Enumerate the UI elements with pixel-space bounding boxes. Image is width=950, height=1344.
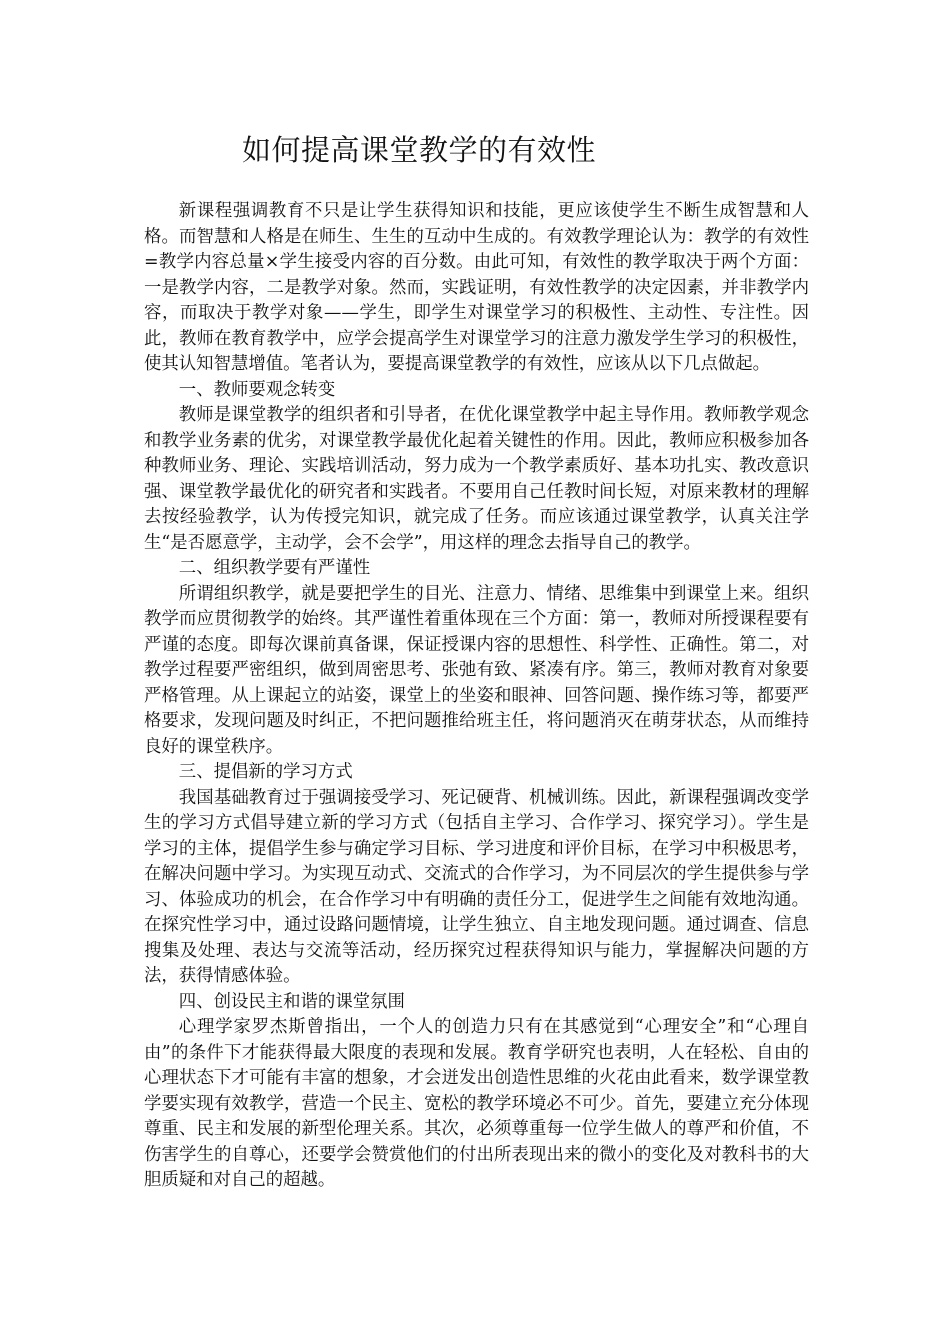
- section-heading-3: 三、提倡新的学习方式: [178, 762, 353, 782]
- section-heading-2: 二、组织教学要有严谨性: [178, 558, 371, 578]
- section-heading-4: 四、创设民主和谐的课堂氛围: [178, 991, 405, 1012]
- document-title: 如何提高课堂教学的有效性: [242, 133, 597, 167]
- document-body: [144, 199, 809, 1194]
- intro-paragraph: 新课程强调教育不只是让学生获得知识和技能，更应该使学生不断生成智慧和人格。而智慧和人格是在师生、生生的互动中生成的。有效教学理论认为：教学的有效性=教学内容总量×学生接受内容的百分数。由此可知，有效性的教学取决于两个方面：一是教学内容，二是教学对象。然而，实践证明，有效性教学的决定因素，并非教学内容，而取决于教学对象——学生，即学生对课堂学习的积极性、主动性、专注性。因此，教师在教育教学中，应学会提高学生对课堂学习的注意力激发学生学习的积极性，使其认知智慧增值。笔者认为，要提高课堂教学的有效性，应该从以下几点做起。: [144, 201, 809, 374]
- section-paragraph-3: 我国基础教育过于强调接受学习、死记硬背、机械训练。因此，新课程强调改变学生的学习方式倡导建立新的学习方式（包括自主学习、合作学习、探究学习）。学生是学习的主体，提倡学生参与确定学习目标、学习进度和评价目标，在学习中积极思考，在解决问题中学习。为实现互动式、交流式的合作学习，为不同层次的学生提供参与学习、体验成功的机会，在合作学习中有明确的责任分工，促进学生之间能有效地沟通。在探究性学习中，通过设路问题情境，让学生独立、自主地发现问题。通过调查、信息搜集及处理、表达与交流等活动，经历探究过程获得知识与能力，掌握解决问题的方法，获得情感体验。: [144, 787, 809, 986]
- section-heading-1: 一、教师要观念转变: [178, 379, 336, 400]
- section-paragraph-4: 心理学家罗杰斯曾指出，一个人的创造力只有在其感觉到“心理安全”和“心理自由”的条件下才能获得最大限度的表现和发展。教育学研究也表明，人在轻松、自由的心理状态下才可能有丰富的想象，才会迸发出创造性思维的火花由此看来，数学课堂教学要实现有效教学，营造一个民主、宽松的教学环境必不可少。首先，要建立充分体现尊重、民主和发展的新型伦理关系。其次，必须尊重每一位学生做人的尊严和价值，不伤害学生的自尊心，还要学会赞赏他们的付出所表现出来的微小的变化及对教科书的大胆质疑和对自己的超越。: [144, 1017, 809, 1190]
- section-paragraph-1: 教师是课堂教学的组织者和引导者，在优化课堂教学中起主导作用。教师教学观念和教学业务素的优劣，对课堂教学最优化起着关键性的作用。因此，教师应积极参加各种教师业务、理论、实践培训活动，努力成为一个教学素质好、基本功扎实、教改意识强、课堂教学最优化的研究者和实践者。不要用自己任教时间长短，对原来教材的理解去按经验教学，认为传授完知识，就完成了任务。而应该通过课堂教学，认真关注学生“是否愿意学，主动学，会不会学”，用这样的理念去指导自己的教学。: [144, 405, 809, 553]
- section-paragraph-2: 所谓组织教学，就是要把学生的目光、注意力、情绪、思维集中到课堂上来。组织教学而应贯彻教学的始终。其严谨性着重体现在三个方面：第一，教师对所授课程要有严谨的态度。即每次课前真备课，保证授课内容的思想性、科学性、正确性。第二，对教学过程要严密组织，做到周密思考、张弛有致、紧凑有序。第三，教师对教育对象要严格管理。从上课起立的站姿，课堂上的坐姿和眼神、回答问题、操作练习等，都要严格要求，发现问题及时纠正，不把问题推给班主任，将问题消灭在萌芽状态，从而维持良好的课堂秩序。: [144, 583, 809, 757]
